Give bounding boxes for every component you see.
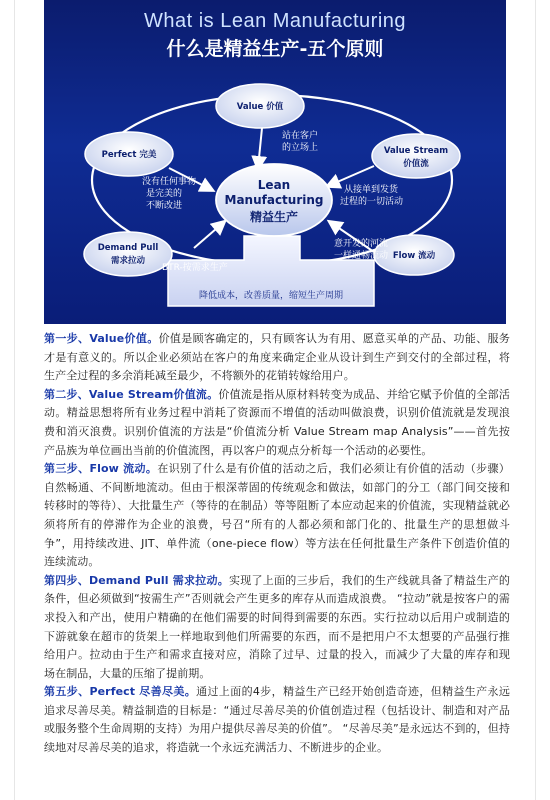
- step-2-body: 价值流是指从原材料转变为成品、并给它赋予价值的全部活动。精益思想将所有业务过程中消耗了资源而不增值的活动叫做浪费，识别价值流就是发现浪费和消灭浪费。识别价值流的方法是“价值流分析 Value Stream map Analysis”——首先按产品族为单位画出当前的价值流图，再以客户的观点分析每一个活动的必要性。: [44, 387, 510, 457]
- step-3-paragraph: [44, 460, 510, 572]
- annotation-value-stream-1: 从接单到发货: [344, 185, 399, 195]
- step-3-body: 在识别了什么是有价值的活动之后，我们必须让有价值的活动（步骤）自然畅通、不间断地流动。但由于根深蒂固的传统观念和做法，如部门的分工（部门间交接和转移时的等待）、大批量生产（等待的在制品）等等阻断了本应动起来的价值流，实现精益就必须将所有的停滞作为企业的浪费，号召“所有的人都必须和部门化的、批量生产的思想做斗争”，用持续改进、JIT、单件流（one-piece flow）等方法在任何批量生产条件下创造价值的连续流动。: [44, 462, 510, 569]
- annotation-flow-1: 意开发的河流: [334, 239, 389, 249]
- lean-diagram-slide: [44, 0, 506, 324]
- right-border: [535, 0, 536, 800]
- node-demand-pull-line2: 需求拉动: [110, 256, 145, 266]
- center-line1: Lean: [257, 178, 291, 192]
- node-value-label: Value 价值: [236, 102, 284, 112]
- title-en: What is Lean Manufacturing: [143, 10, 407, 32]
- result-arrow-text: 降低成本，改善质量，缩短生产周期: [198, 291, 343, 301]
- node-flow-label: Flow 流动: [392, 251, 436, 261]
- step-1-title: 第一步、Value价值。: [44, 332, 159, 345]
- step-1-body: 价值是顾客确定的，只有顾客认为有用、愿意买单的产品、功能、服务才是有意义的。所以企业必须站在客户的角度来确定企业从设计到生产到交付的全部过程，将生产全过程的多余消耗减至最少，不将额外的花销转嫁给用户。: [44, 332, 510, 383]
- step-3-title: 第三步、Flow 流动。: [44, 462, 158, 476]
- step-4-title: 第四步、Demand Pull 需求拉动。: [44, 573, 229, 587]
- article-body: [44, 330, 510, 758]
- annotation-perfect-3: 不断改进: [146, 201, 183, 211]
- step-5-paragraph: [44, 683, 510, 757]
- annotation-btr: BTR-按需求生产: [162, 263, 228, 273]
- annotation-perfect-2: 是完美的: [146, 189, 183, 199]
- node-perfect-label: Perfect 完美: [101, 150, 157, 160]
- node-demand-pull-line1: Demand Pull: [97, 243, 159, 253]
- annotation-value-stream-2: 过程的一切活动: [340, 197, 404, 207]
- center-line2: Manufacturing: [224, 193, 324, 207]
- node-value-stream: [372, 134, 460, 178]
- annotation-value-2: 的立场上: [282, 143, 319, 153]
- annotation-value-1: 站在客户: [282, 131, 319, 141]
- title-cn: 什么是精益生产-五个原则: [166, 38, 384, 60]
- step-2-paragraph: [44, 386, 510, 460]
- step-4-paragraph: [44, 572, 510, 684]
- step-1-paragraph: [44, 330, 510, 386]
- step-2-title: 第二步、Value Stream价值流。: [44, 387, 219, 401]
- center-line3: 精益生产: [249, 210, 298, 224]
- spoke-demand-pull: [194, 222, 224, 248]
- left-border: [14, 0, 15, 800]
- annotation-flow-2: 一样通畅流动: [334, 251, 389, 261]
- spoke-value: [258, 128, 262, 168]
- step-5-title: 第五步、Perfect 尽善尽美。: [44, 685, 197, 699]
- step-4-body: 实现了上面的三步后，我们的生产线就具备了精益生产的条件，但必须做到“按需生产”否则就会产生更多的库存从而造成浪费。 “拉动”就是按客户的需求投入和产出，使用户精确的在他们需要的时间得到需要的东西。实行拉动以后用户或制造的下游就象在超市的货架上一样地取到他们所需要的东西，而不是把用户不太想要的产品强行推给用户。拉动由于生产和需求直接对应，消除了过早、过量的投入，而减少了大量的库存和现场在制品，大量的压缩了提前期。: [44, 573, 510, 680]
- node-value-stream-line1: Value Stream: [383, 146, 449, 156]
- node-value-stream-line2: 价值流: [403, 159, 429, 169]
- annotation-perfect-1: 没有任何事物: [142, 177, 197, 187]
- step-5-body: 通过上面的4步，精益生产已经开始创造奇迹，但精益生产永远追求尽善尽美。精益制造的目标是：“通过尽善尽美的价值创造过程（包括设计、制造和对产品或服务整个生命周期的支持）为用户提供尽善尽美的价值”。 “尽善尽美”是永远达不到的，但持续地对尽善尽美的追求，将造就一个永远充满活力、不断进步的企业。: [44, 685, 510, 755]
